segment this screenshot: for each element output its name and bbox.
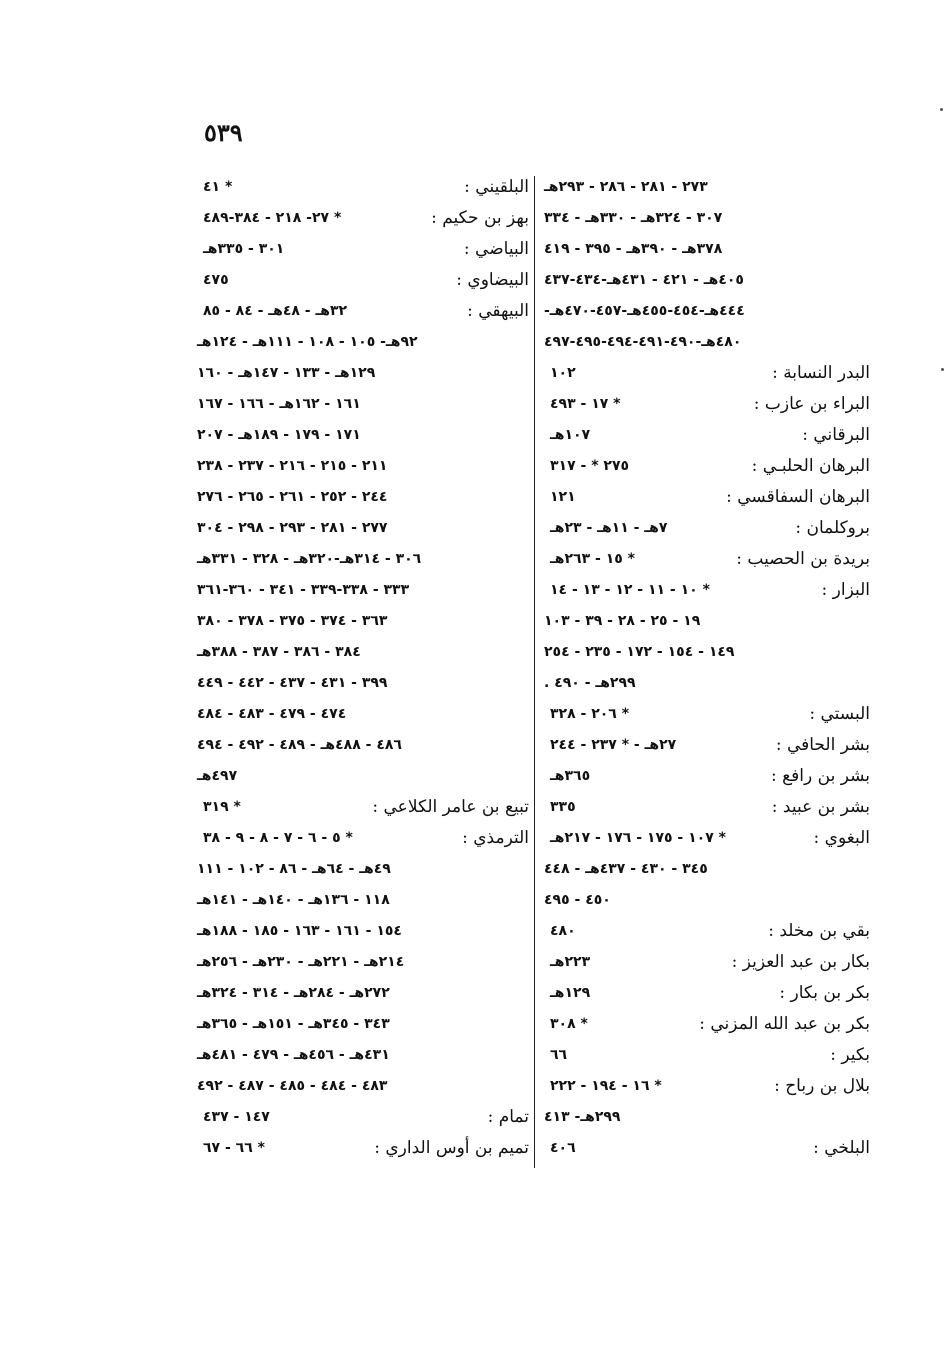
entry-name: البدر النسابة : [772, 363, 870, 383]
index-entry [540, 327, 870, 358]
entry-name: بشر بن رافع : [771, 766, 870, 786]
entry-pages: * ٣١٩ [203, 799, 241, 815]
entry-pages: ١٩ - ٢٥ - ٢٨ - ٣٩ - ١٠٣ [544, 613, 701, 629]
column-divider [534, 176, 535, 1168]
index-entry [540, 730, 870, 761]
index-entry [193, 327, 529, 358]
entry-pages: ٣٠٧ - ٣٢٤هـ - ٣٣٠هـ - ٣٣٤ [544, 210, 723, 226]
entry-pages: ١٠٧هـ [550, 427, 591, 443]
entry-name: بكار بن عبد العزيز : [731, 952, 870, 972]
scan-mark [940, 108, 943, 111]
entry-pages: ٤٩٧هـ [197, 768, 238, 784]
index-entry [193, 1071, 529, 1102]
entry-name: تبيع بن عامر الكلاعي : [372, 797, 529, 817]
entry-pages: ٣٨٤ - ٣٨٦ - ٣٨٧ - ٣٨٨هـ [197, 644, 361, 660]
entry-pages: * ١٠٧ - ١٧٥ - ١٧٦ - ٢١٧هـ [550, 830, 726, 846]
index-entry [193, 947, 529, 978]
index-entry [193, 637, 529, 668]
entry-pages: * ١٧ - ٤٩٣ [550, 396, 621, 412]
entry-pages: ٢٤٤ - ٢٥٢ - ٢٦١ - ٢٦٥ - ٢٧٦ [197, 489, 388, 505]
entry-name: بكير : [830, 1045, 870, 1065]
entry-pages: ٤٧٥ [203, 272, 229, 288]
index-entry [540, 575, 870, 606]
index-entry [193, 575, 529, 606]
index-entry [193, 761, 529, 792]
index-entry [193, 699, 529, 730]
entry-pages: ٢١١ - ٢١٥ - ٢١٦ - ٢٣٧ - ٢٣٨ [197, 458, 388, 474]
entry-pages: * ٢٧- ٢١٨ - ٣٨٤-٤٨٩ [203, 210, 342, 226]
entry-pages: ٢٧٢هـ - ٢٨٤هـ - ٣١٤ - ٣٢٤هـ [197, 985, 390, 1001]
entry-pages: ٣٦٣ - ٣٧٤ - ٣٧٥ - ٣٧٨ - ٣٨٠ [197, 613, 388, 629]
entry-name: بلال بن رباح : [774, 1076, 870, 1096]
index-entry [193, 451, 529, 482]
index-entry [540, 606, 870, 637]
index-entry [540, 203, 870, 234]
index-entry [193, 730, 529, 761]
index-entry [540, 544, 870, 575]
index-entry [540, 296, 870, 327]
entry-name: البراء بن عازب : [753, 394, 870, 414]
index-entry [540, 1040, 870, 1071]
entry-name: البزار : [821, 580, 870, 600]
entry-pages: ٣٩٩ - ٤٣١ - ٤٣٧ - ٤٤٢ - ٤٤٩ [197, 675, 388, 691]
entry-name: بكر بن بكار : [779, 983, 870, 1003]
entry-pages: ٩٢هـ- ١٠٥ - ١٠٨ - ١١١هـ - ١٢٤هـ [197, 334, 418, 350]
index-entry [193, 358, 529, 389]
index-entry [540, 885, 870, 916]
entry-name: بريدة بن الحصيب : [736, 549, 870, 569]
index-entry [193, 234, 529, 265]
index-entry [193, 668, 529, 699]
index-entry [540, 1071, 870, 1102]
entry-pages: ٢١٤هـ - ٢٢١هـ - ٢٣٠هـ - ٢٥٦هـ [197, 954, 405, 970]
entry-name: الترمذي : [462, 828, 529, 848]
page-number: ٥٣٩ [204, 118, 243, 147]
index-entry [193, 265, 529, 296]
entry-pages: * ٦٦ - ٦٧ [203, 1140, 265, 1156]
index-entry [193, 482, 529, 513]
entry-pages: ٣٠٦ - ٣١٤هـ-٣٢٠هـ - ٣٢٨ - ٣٣١هـ [197, 551, 422, 567]
index-entry [540, 854, 870, 885]
entry-pages: ١٢١ [550, 489, 576, 505]
entry-pages: ٦٦ [550, 1047, 568, 1063]
index-entry [193, 296, 529, 327]
entry-name: البلخي : [813, 1138, 870, 1158]
index-entry [540, 265, 870, 296]
index-entry [193, 792, 529, 823]
index-entry [540, 668, 870, 699]
entry-pages: * ٤١ [203, 179, 233, 195]
entry-pages: ٢٧هـ - * ٢٣٧ - ٢٤٤ [550, 737, 677, 753]
entry-pages: ٢٢٣هـ [550, 954, 591, 970]
entry-pages: ٢٧٣ - ٢٨١ - ٢٨٦ - ٢٩٣هـ [544, 179, 708, 195]
entry-pages: ١٧١ - ١٧٩ - ١٨٩هـ - ٢٠٧ [197, 427, 361, 443]
index-entry [193, 1009, 529, 1040]
entry-pages: ٣٣٣ - ٣٣٨-٣٣٩ - ٣٤١ - ٣٦٠-٣٦١ [197, 582, 410, 598]
index-entry [193, 1133, 529, 1164]
index-entry [540, 358, 870, 389]
index-entry [193, 606, 529, 637]
entry-pages: ٣٠١ - ٣٣٥هـ [203, 241, 285, 257]
index-entry [540, 420, 870, 451]
entry-pages: ٤٤٤هـ-٤٥٤-٤٥٥هـ-٤٥٧-٤٧٠هـ- [544, 303, 745, 319]
entry-pages: ٢٧٧ - ٢٨١ - ٢٩٣ - ٢٩٨ - ٣٠٤ [197, 520, 388, 536]
index-entry [540, 792, 870, 823]
entry-pages: * ٣٠٨ [550, 1016, 588, 1032]
entry-pages: ١٥٤ - ١٦١ - ١٦٣ - ١٨٥ - ١٨٨هـ [197, 923, 402, 939]
entry-pages: ٢٩٩هـ- ٤١٣ [544, 1109, 621, 1125]
entry-name: بروكلمان : [795, 518, 870, 538]
index-entry [540, 513, 870, 544]
index-column-left [193, 172, 529, 1164]
entry-name: بهز بن حكيم : [431, 208, 529, 228]
entry-name: البلقيني : [464, 177, 529, 197]
entry-pages: ٤٨٦ - ٤٨٨هـ - ٤٨٩ - ٤٩٢ - ٤٩٤ [197, 737, 402, 753]
entry-name: البرهان السفاقسي : [726, 487, 870, 507]
entry-name: تمام : [487, 1107, 529, 1127]
entry-name: بكر بن عبد الله المزني : [699, 1014, 870, 1034]
entry-pages: ٣٣٥ [550, 799, 576, 815]
entry-name: بشر الحافي : [775, 735, 870, 755]
entry-name: البيهقي : [467, 301, 529, 321]
entry-pages: ٤٧٤ - ٤٧٩ - ٤٨٣ - ٤٨٤ [197, 706, 347, 722]
entry-pages: ٤٠٦ [550, 1140, 576, 1156]
index-column-right [540, 172, 870, 1164]
index-entry [193, 978, 529, 1009]
index-entry [193, 203, 529, 234]
index-entry [540, 761, 870, 792]
entry-pages: ١١٨ - ١٣٦هـ - ١٤٠هـ - ١٤١هـ [197, 892, 390, 908]
index-entry [540, 172, 870, 203]
index-entry [193, 916, 529, 947]
entry-pages: * ٥ - ٦ - ٧ - ٨ - ٩ - ٣٨ [203, 830, 353, 846]
index-entry [193, 1102, 529, 1133]
entry-pages: ٣٦٥هـ [550, 768, 591, 784]
entry-pages: ١٦١ - ١٦٢هـ - ١٦٦ - ١٦٧ [197, 396, 361, 412]
index-entry [193, 823, 529, 854]
index-entry [193, 885, 529, 916]
entry-pages: ٤٩هـ - ٦٤هـ - ٨٦ - ١٠٢ - ١١١ [197, 861, 391, 877]
entry-pages: ٧هـ - ١١هـ - ٢٣هـ [550, 520, 668, 536]
entry-pages: ٤٨٣ - ٤٨٤ - ٤٨٥ - ٤٨٧ - ٤٩٢ [197, 1078, 388, 1094]
entry-name: البرقاني : [802, 425, 870, 445]
index-entry [540, 947, 870, 978]
entry-pages: * ١٥ - ٢٦٣هـ [550, 551, 635, 567]
entry-name: بشر بن عبيد : [771, 797, 870, 817]
index-entry [193, 513, 529, 544]
entry-pages: ١٢٩هـ - ١٣٣ - ١٤٧هـ - ١٦٠ [197, 365, 376, 381]
index-entry [540, 1102, 870, 1133]
entry-pages: * ١٠ - ١١ - ١٢ - ١٣ - ١٤ [550, 582, 710, 598]
entry-name: البغوي : [813, 828, 870, 848]
entry-name: البرهان الحلبـي : [751, 456, 870, 476]
index-entry [193, 544, 529, 575]
entry-pages: ٢٩٩هـ - ٤٩٠ . [544, 675, 636, 691]
entry-pages: ١٠٢ [550, 365, 576, 381]
index-entry [193, 854, 529, 885]
entry-pages: ٣٧٨هـ - ٣٩٠هـ - ٣٩٥ - ٤١٩ [544, 241, 723, 257]
entry-name: البستي : [809, 704, 870, 724]
index-entry [540, 1133, 870, 1164]
scan-mark [941, 368, 944, 371]
entry-pages: ٣٤٣ - ٣٤٥هـ - ١٥١هـ - ٣٦٥هـ [197, 1016, 390, 1032]
entry-pages: ١٤٧ - ٤٣٧ [203, 1109, 270, 1125]
index-entry [193, 389, 529, 420]
index-entry [540, 1009, 870, 1040]
index-entry [540, 823, 870, 854]
index-entry [540, 699, 870, 730]
index-entry [193, 1040, 529, 1071]
index-entry [540, 389, 870, 420]
entry-name: تميم بن أوس الداري : [374, 1138, 529, 1158]
entry-pages: ٣٢هـ - ٤٨هـ - ٨٤ - ٨٥ [203, 303, 348, 319]
entry-name: البيضاوي : [456, 270, 529, 290]
entry-pages: ٣٤٥ - ٤٣٠ - ٤٣٧هـ - ٤٤٨ [544, 861, 708, 877]
entry-pages: ١٤٩ - ١٥٤ - ١٧٢ - ٢٣٥ - ٢٥٤ [544, 644, 735, 660]
entry-pages: ٤٨٠هـ-٤٩٠-٤٩١-٤٩٤-٤٩٥-٤٩٧ [544, 334, 742, 350]
entry-pages: ٢٧٥ * - ٣١٧ [550, 458, 630, 474]
index-entry [193, 172, 529, 203]
index-entry [193, 420, 529, 451]
index-entry [540, 482, 870, 513]
entry-pages: ٤٣١هـ - ٤٥٦هـ - ٤٧٩ - ٤٨١هـ [197, 1047, 390, 1063]
index-entry [540, 451, 870, 482]
entry-pages: ٤٠٥هـ - ٤٢١ - ٤٣١هـ-٤٣٤-٤٣٧ [544, 272, 744, 288]
entry-pages: * ٢٠٦ - ٣٢٨ [550, 706, 630, 722]
entry-pages: * ١٦ - ١٩٤ - ٢٢٢ [550, 1078, 662, 1094]
entry-pages: ١٢٩هـ [550, 985, 591, 1001]
entry-name: بقي بن مخلد : [768, 921, 870, 941]
entry-pages: ٤٨٠ [550, 923, 576, 939]
index-entry [540, 978, 870, 1009]
index-entry [540, 916, 870, 947]
index-entry [540, 637, 870, 668]
entry-pages: ٤٥٠ - ٤٩٥ [544, 892, 611, 908]
index-entry [540, 234, 870, 265]
entry-name: البياضي : [463, 239, 529, 259]
